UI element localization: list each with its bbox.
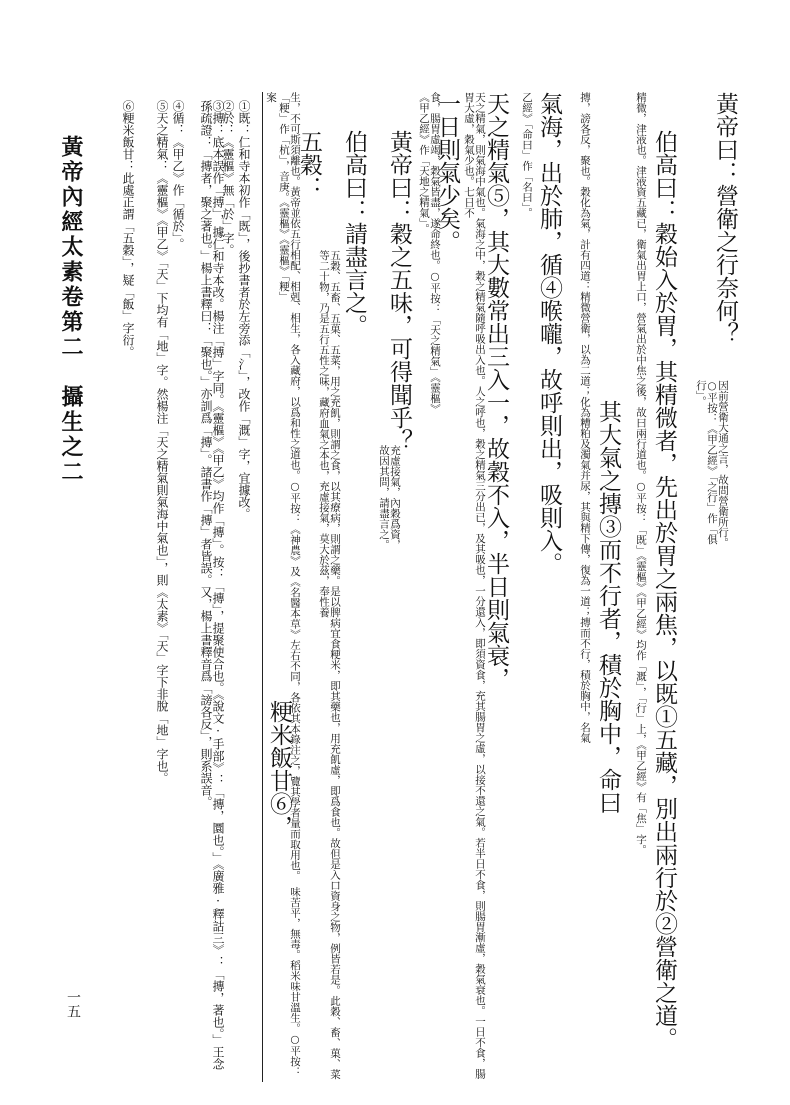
main-text: 五穀：: [296, 130, 322, 199]
annotation-text: 乙經》「命曰」作「名曰」。: [521, 92, 533, 218]
main-text: 一日則氣少矣。: [434, 92, 460, 253]
main-text: 伯高曰：請盡言之。: [341, 130, 367, 337]
annotation-col-13: [265, 92, 276, 132]
annotation-text: 案: [265, 92, 277, 103]
annotation-col-7: [463, 92, 485, 1082]
book-title: 黃帝內經太素卷第二 攝生之二: [58, 135, 84, 485]
page-number-text: 一五: [65, 990, 81, 1018]
annotation-text: 五穀、五畜、五菓、五菜，用之充飢，則謂之食，以其療病，則謂之藥。是以脾病宜食粳米，即其藥也，用充飢虛，即爲食也。故但是入口資身之物，例皆若是。此穀、畜、菓、菜等二十物，乃是五行五性之味，藏府血氣之本也，充虛接氣，莫大於茲，奉性養: [318, 250, 341, 1080]
page-number: [66, 990, 80, 1030]
annotation-text: 因前營衛大通之言，故問營衛所行。○平按：《甲乙經》「之行」作「俱行」。: [695, 380, 729, 548]
main-text-col-5: [537, 92, 560, 732]
main-text-col-10: [342, 130, 365, 450]
main-text-col-6: [484, 92, 507, 1082]
annotation-col-6: [521, 92, 532, 1082]
annotation-col-8: [418, 92, 440, 422]
main-text-col-4: [596, 400, 619, 1080]
annotation-text: 精微，津液也。津液資五藏已，衛氣出胃上口，營氣出於中焦之後，故曰兩行道也。○平按：「既」《靈樞》《甲乙經》均作「溉」，「行」上，《甲乙經》有「焦」字。: [635, 92, 647, 855]
annotation-text: 天之精氣，則氣海中氣也。氣海之中，穀之精氣隨呼吸出入也。人之呼也，穀之精氣三分出已，及其吸也，一分還入，即須資食，充其腸胃之虛，以接不還之氣。若半日不食，則腸胃漸虛，穀氣衰也。一日不食，腸胃大虛，穀氣少也。七日不: [463, 92, 486, 1079]
footnote-text: ②於：《靈樞》無「於」字。: [221, 100, 235, 256]
main-text-col-2: [652, 130, 675, 1050]
main-text-col-12: [267, 700, 290, 930]
main-text: 伯高曰：穀始入於胃，其精微者，先出於胃之兩焦，以既①五藏，別出兩行於②營衛之道。: [651, 130, 677, 1050]
annotation-text: 食，腸胃虛竭，穀氣皆盡，遂命終也。○平按：「天之精氣」《靈樞》《甲乙經》作「天地之精氣」。: [418, 92, 441, 414]
annotation-col-4: [579, 92, 590, 1082]
main-text: 天之精氣⑤，其大數常出三入一，故穀不入，半日則氣衰，: [483, 92, 509, 690]
main-text-col-9: [387, 130, 410, 450]
footnote-text: ④循：《甲乙》作「循於」。: [171, 100, 185, 250]
annotation-col-12: [278, 92, 300, 1082]
annotation-text: 摶，謗各反，聚也。穀化為氣，計有四道：精微營衛，以為二道；化為糟粕及濁氣并尿，其與精下傳，復為一道；摶而不行，積於胸中，名氣: [579, 92, 591, 743]
main-text: 黃帝曰：穀之五味，可得聞乎？: [386, 130, 412, 452]
footnote-1: [238, 100, 250, 1080]
annotation-text: 充虛接氣，內穀爲資，故因其問，請盡言之。: [378, 445, 401, 550]
main-text: 其大氣之摶③而不行者，積於胸中，命曰: [595, 400, 621, 814]
annotation-col-3: [635, 92, 646, 1082]
footnote-4: [172, 100, 184, 1080]
main-text: 粳米飯甘⑥，: [266, 700, 292, 838]
footnote-3: [188, 100, 224, 1080]
main-text-col-1: [712, 92, 738, 345]
annotation-col-11: [318, 250, 340, 1080]
running-head: [60, 135, 82, 835]
footnote-text: ⑤天之精氣：《靈樞》《甲乙》「天」下均有「地」字。然楊注「天之精氣則氣海中氣也」，則《太素》「天」字下非脫「地」字也。: [155, 100, 169, 784]
annotation-text: 生，不可斯須離也。黃帝並依五行相配、相剋、相生，各入藏府，以爲和性之道也。○平按：《神農》及《名醫本草》左右不同，各依其本錄注之，覽其學者量而取用也。 味苦平，無毒。稻米味甘溫生。○平按：「粳」作「杭」，音庚。《靈樞》《靈樞》「粳」: [278, 92, 301, 1077]
footnote-text: ①既：仁和寺本初作「既」，後抄書者於左旁添「氵」，改作「溉」字，宜據改。: [237, 100, 251, 520]
main-text: 黃帝曰：營衛之行奈何？: [712, 92, 738, 345]
annotation-col-1: [695, 380, 728, 550]
footnote-6: [122, 100, 134, 1080]
footnote-text: ③摶：底本誤作「搏」，據仁和寺本改。楊注「搏」字同。《靈樞》《甲乙》均作「摶」。按：「摶」，提聚使合也。《說文·手部》：「摶，圜也。」《廣雅·釋詁三》：「摶，著也。」王念孫疏證：「摶者，聚之著也。」楊上書釋曰：「聚也。」亦訓爲「摶」。諸書作「摶」者皆誤。又，楊上書釋音爲「謗各反」，則系誤音。: [199, 100, 225, 1070]
main-text: 氣海，出於肺，循④喉嚨，故呼則出，吸則入。: [536, 92, 562, 575]
footnote-text: ⑥粳米飯甘：此處正謂「五穀」，疑「飯」字衍。: [121, 100, 135, 358]
footnote-5: [140, 100, 168, 1080]
annotation-col-9: [378, 445, 400, 555]
footnote-separator: [262, 92, 263, 1082]
